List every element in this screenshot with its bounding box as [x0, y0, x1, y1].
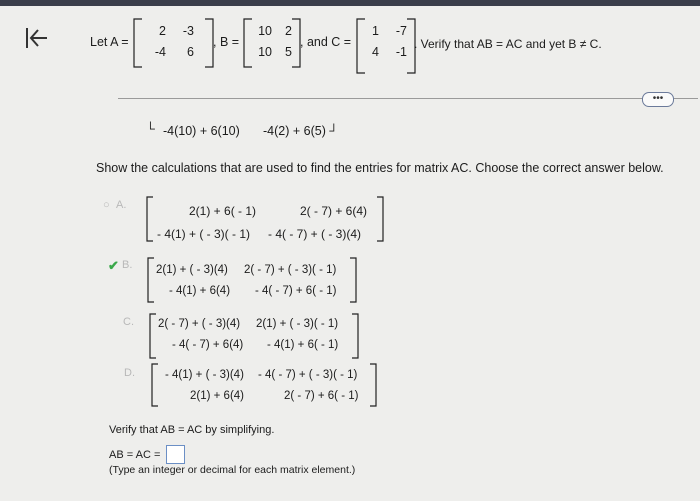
matrix-c-cell: -1 — [395, 45, 407, 59]
matrix-b-cell: 10 — [258, 45, 272, 59]
matrix-b-cell: 10 — [258, 24, 272, 38]
option-a-cell: - 4( - 7) + ( - 3)(4) — [268, 227, 362, 241]
option-d-cell: 2(1) + 6(4) — [190, 390, 245, 402]
option-d-cell: - 4( - 7) + ( - 3)( - 1) — [258, 369, 358, 381]
option-c-right-bracket — [350, 313, 360, 359]
top-bar — [0, 0, 700, 6]
back-arrow-icon[interactable] — [20, 22, 52, 54]
more-button[interactable]: ••• — [642, 92, 674, 107]
option-a-cell: 2( - 7) + 6(4) — [300, 204, 368, 218]
option-b-cell: - 4(1) + 6(4) — [169, 285, 231, 297]
option-a-right-bracket — [375, 196, 385, 242]
let-a-label: Let A = — [90, 35, 129, 49]
option-d-right-bracket — [368, 363, 378, 407]
option-b-letter: B. — [122, 259, 133, 271]
option-a-radio[interactable]: ○ — [103, 199, 110, 211]
task-text: . Verify that AB = AC and yet B ≠ C. — [414, 37, 602, 51]
option-c-left-bracket — [148, 313, 158, 359]
matrix-b-cell: 2 — [285, 24, 292, 38]
matrix-a-cell: -3 — [182, 24, 194, 38]
matrix-c-cell: 1 — [372, 24, 379, 38]
option-b-check-icon[interactable]: ✔ — [108, 258, 119, 273]
matrix-a — [148, 24, 194, 59]
option-a-cell: 2(1) + 6( - 1) — [189, 204, 257, 218]
and-c-label: , and C = — [300, 35, 352, 49]
matrix-c-cell: 4 — [372, 45, 379, 59]
option-c-cell: 2(1) + ( - 3)( - 1) — [256, 318, 339, 330]
option-c-cell: 2( - 7) + ( - 3)(4) — [158, 318, 241, 330]
option-a-letter: A. — [116, 199, 127, 211]
matrix-a-cell: -4 — [154, 45, 166, 59]
verify-equation-label: AB = AC = — [109, 449, 161, 461]
option-a-cell: - 4(1) + ( - 3)( - 1) — [157, 227, 251, 241]
option-b-left-bracket — [146, 257, 156, 303]
matrix-a-cell: 6 — [187, 45, 194, 59]
option-d-cell: - 4(1) + ( - 3)(4) — [165, 369, 244, 381]
option-d-letter[interactable]: D. — [124, 367, 135, 379]
option-b-cell: 2(1) + ( - 3)(4) — [156, 264, 228, 276]
b-eq-label: , B = — [213, 35, 240, 49]
verify-title: Verify that AB = AC by simplifying. — [109, 424, 275, 436]
option-c-cell: - 4(1) + 6( - 1) — [267, 339, 339, 351]
work-expr-2: -4(2) + 6(5) ┘ — [263, 124, 339, 138]
option-d-cell: 2( - 7) + 6( - 1) — [284, 390, 359, 402]
matrix-c-cell: -7 — [395, 24, 407, 38]
option-b-right-bracket — [348, 257, 358, 303]
work-bracket: └ — [146, 122, 155, 136]
option-a-left-bracket — [145, 196, 155, 242]
matrix-b-cell: 5 — [285, 45, 292, 59]
verify-hint: (Type an integer or decimal for each matrix element.) — [109, 464, 356, 476]
matrix-a-cell: 2 — [159, 24, 166, 38]
option-c-letter[interactable]: C. — [123, 316, 134, 328]
option-c-cell: - 4( - 7) + 6(4) — [172, 339, 244, 351]
option-b-cell: - 4( - 7) + 6( - 1) — [255, 285, 337, 297]
answer-input[interactable] — [166, 445, 185, 464]
section-divider — [118, 98, 698, 99]
matrix-c — [365, 24, 407, 59]
matrix-a-left-bracket — [132, 18, 144, 68]
option-d-left-bracket — [150, 363, 160, 407]
matrix-b-left-bracket — [242, 18, 254, 68]
matrix-b — [254, 24, 292, 59]
work-expr-1: -4(10) + 6(10) — [163, 124, 240, 138]
question-text: Show the calculations that are used to find the entries for matrix AC. Choose the correct answer below. — [96, 161, 664, 175]
option-b-cell: 2( - 7) + ( - 3)( - 1) — [244, 264, 337, 276]
